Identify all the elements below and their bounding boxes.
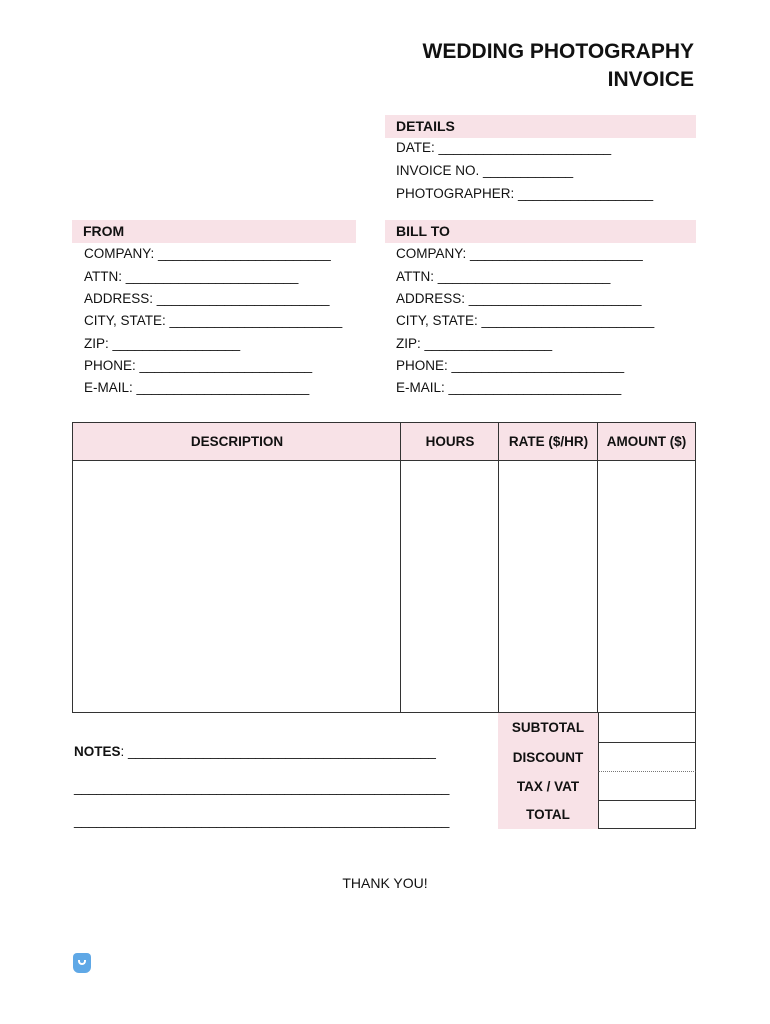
details-photographer-field[interactable]: PHOTOGRAPHER: __________________	[396, 186, 654, 201]
discount-value[interactable]	[598, 743, 696, 772]
hours-cell[interactable]	[401, 460, 498, 712]
bill-to-address-field[interactable]: ADDRESS: _______________________	[396, 291, 642, 306]
bill-to-email-field[interactable]: E-MAIL: _______________________	[396, 380, 622, 395]
discount-label: DISCOUNT	[498, 743, 598, 772]
column-header-description: DESCRIPTION	[190, 434, 284, 449]
items-table	[72, 422, 696, 713]
title-line-2: INVOICE	[607, 68, 694, 91]
notes-line-2[interactable]: __________________________________________________	[74, 780, 450, 795]
rate-cell[interactable]	[499, 460, 597, 712]
from-company-field[interactable]: COMPANY: _______________________	[84, 246, 331, 261]
bill-to-company-field[interactable]: COMPANY: _______________________	[396, 246, 643, 261]
details-invoice-no-field[interactable]: INVOICE NO. ____________	[396, 163, 574, 178]
total-label: TOTAL	[498, 801, 598, 829]
from-email-field[interactable]: E-MAIL: _______________________	[84, 380, 310, 395]
items-table-header	[73, 423, 695, 461]
title-line-1: WEDDING PHOTOGRAPHY	[422, 40, 694, 63]
column-header-hours: HOURS	[425, 434, 475, 449]
from-zip-field[interactable]: ZIP: _________________	[84, 336, 241, 351]
brand-logo-icon	[73, 953, 91, 973]
thank-you-text: THANK YOU!	[342, 875, 428, 891]
column-header-amount: AMOUNT ($)	[606, 434, 687, 449]
from-city-state-field[interactable]: CITY, STATE: _______________________	[84, 313, 343, 328]
from-phone-field[interactable]: PHONE: _______________________	[84, 358, 313, 373]
amount-cell[interactable]	[598, 460, 695, 712]
from-address-field[interactable]: ADDRESS: _______________________	[84, 291, 330, 306]
subtotal-label: SUBTOTAL	[498, 713, 598, 743]
subtotal-value[interactable]	[598, 713, 696, 743]
description-cell[interactable]	[73, 460, 400, 712]
bill-to-heading: BILL TO	[385, 220, 696, 243]
details-date-field[interactable]: DATE: _______________________	[396, 140, 612, 155]
notes-line-1[interactable]	[74, 743, 436, 761]
from-heading: FROM	[72, 220, 356, 243]
bill-to-zip-field[interactable]: ZIP: _________________	[396, 336, 553, 351]
bill-to-city-state-field[interactable]: CITY, STATE: _______________________	[396, 313, 655, 328]
column-header-rate: RATE ($/HR)	[508, 434, 589, 449]
bill-to-attn-field[interactable]: ATTN: _______________________	[396, 269, 611, 284]
details-heading: DETAILS	[385, 115, 696, 138]
tax-vat-value[interactable]	[598, 772, 696, 801]
tax-vat-label: TAX / VAT	[498, 772, 598, 801]
from-attn-field[interactable]: ATTN: _______________________	[84, 269, 299, 284]
notes-label: NOTES	[74, 744, 121, 759]
bill-to-phone-field[interactable]: PHONE: _______________________	[396, 358, 625, 373]
invoice-title	[423, 38, 694, 94]
notes-line-3[interactable]: __________________________________________________	[74, 813, 450, 828]
total-value[interactable]	[598, 801, 696, 829]
notes-line-1-blank: : _________________________________________	[120, 744, 436, 759]
